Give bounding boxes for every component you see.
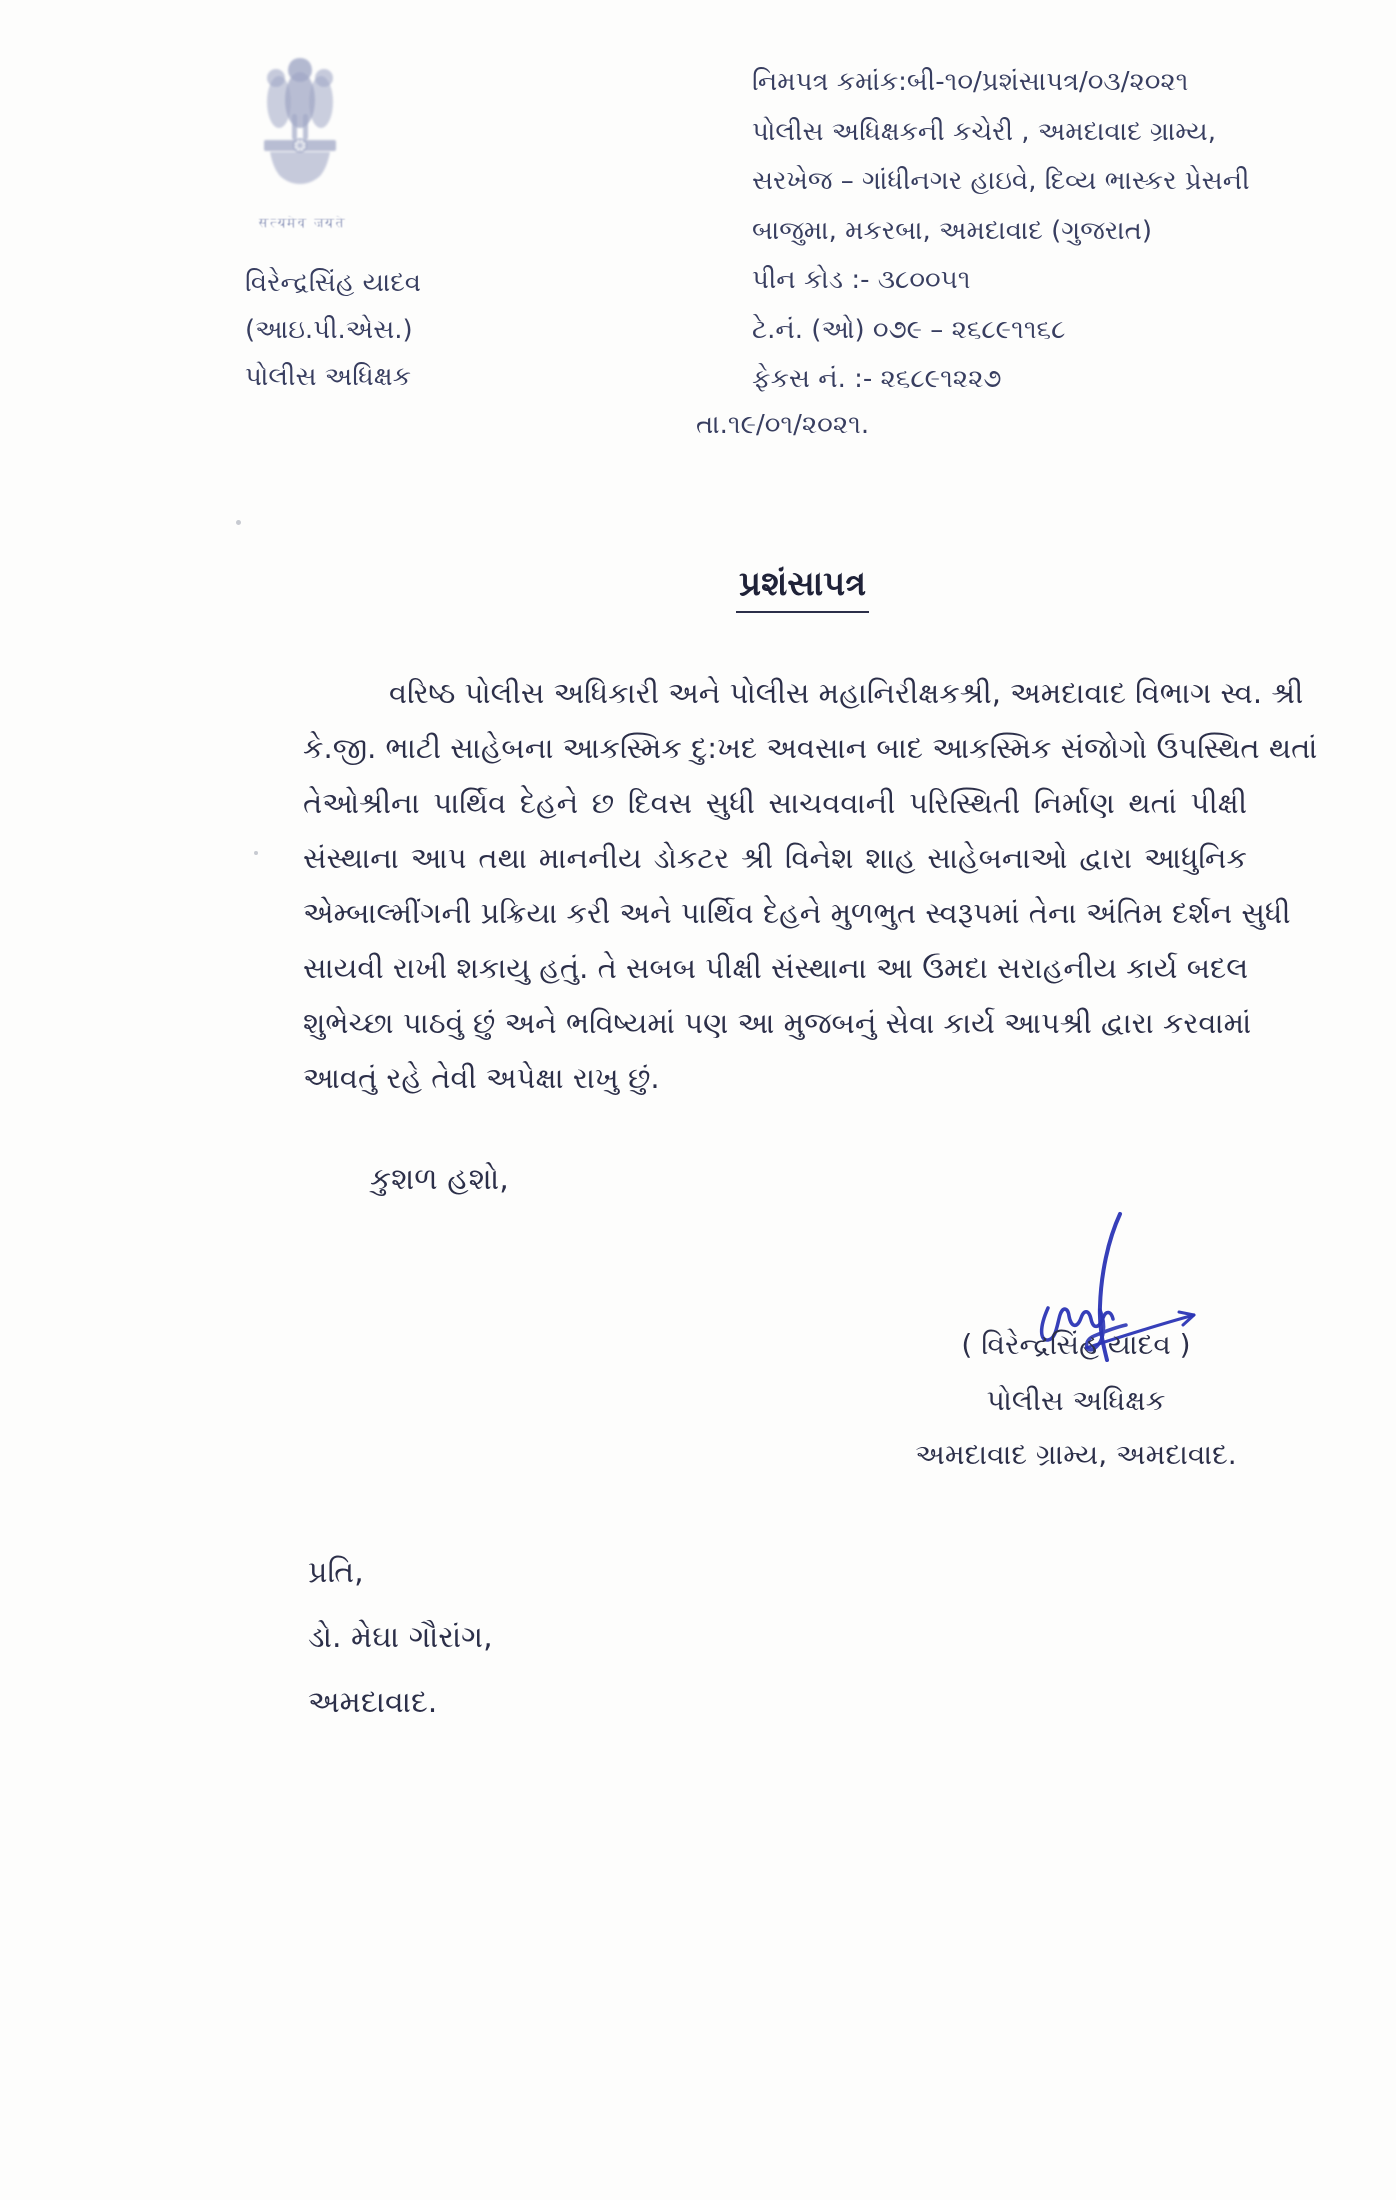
addressee-block (308, 1540, 493, 1735)
letter-date: તા.૧૯/૦૧/૨૦૨૧. (696, 410, 870, 440)
office-phone-line: ટે.નં. (ઓ) ૦૭૯ – ૨૬૮૯૧૧૬૮ (752, 314, 1066, 345)
body-line: તેઓશ્રીના પાર્થિવ દેહને છ દિવસ સુધી સાચવવાની પરિસ્થિતી નિર્માણ થતાં પીક્ષી (303, 786, 1247, 820)
body-line: આવતું રહે તેવી અપેક્ષા રાખુ છું. (303, 1061, 660, 1095)
closing-salutation: કુશળ હશો, (370, 1162, 509, 1197)
office-name-line: પોલીસ અધિક્ષકની કચેરી , અમદાવાદ ગ્રામ્ય, (752, 116, 1216, 147)
letter-title: પ્રશંસાપત્ર (736, 564, 869, 613)
emblem-motto: सत्यमेव जयते (259, 216, 347, 231)
signatory-block (878, 1318, 1274, 1482)
officer-cadre: (આઇ.પી.એસ.) (245, 315, 413, 345)
office-address-line: બાજુમા, મકરબા, અમદાવાદ (ગુજરાત) (752, 215, 1153, 246)
office-pincode-line: પીન કોડ :- ૩૮૦૦૫૧ (752, 265, 971, 295)
body-line: વરિષ્ઠ પોલીસ અધિકારી અને પોલીસ મહાનિરીક્ષકશ્રી, અમદાવાદ વિભાગ સ્વ. શ્રી (389, 676, 1304, 710)
body-line: કે.જી. ભાટી સાહેબના આકસ્મિક દુ:ખદ અવસાન બાદ આકસ્મિક સંજોગો ઉપસ્થિત થતાં (303, 731, 1318, 765)
body-line: સંસ્થાના આપ તથા માનનીય ડોકટર શ્રી વિનેશ શાહ સાહેબનાઓ દ્વારા આધુનિક (303, 841, 1247, 875)
addressee-name: ડો. મેઘા ગૌરાંગ, (308, 1620, 493, 1655)
letter-ref-number: નિમપત્ર કમાંક:બી-૧૦/પ્રશંસાપત્ર/૦૩/૨૦૨૧ (752, 67, 1189, 97)
addressee-salutation: પ્રતિ, (308, 1555, 364, 1590)
office-address-line: સરખેજ – ગાંધીનગર હાઇવે, દિવ્ય ભાસ્કર પ્રેસની (752, 166, 1250, 196)
scan-artifact-dot (254, 851, 258, 855)
officer-designation: પોલીસ અધિક્ષક (245, 362, 411, 392)
body-line: એમ્બાલ્મીંગની પ્રક્રિયા કરી અને પાર્થિવ દેહને મુળભુત સ્વરૂપમાં તેના અંતિમ દર્શન સુધી (303, 896, 1291, 930)
office-address-block (752, 58, 1312, 405)
addressee-city: અમદાવાદ. (308, 1685, 438, 1720)
body-line: શુભેચ્છા પાઠવું છું અને ભવિષ્યમાં પણ આ મુજબનું સેવા કાર્ય આપશ્રી દ્વારા કરવામાં (303, 1006, 1252, 1040)
scan-artifact-dot (236, 520, 241, 525)
officer-identity-block (245, 260, 421, 401)
ashoka-emblem-icon (252, 44, 348, 212)
signatory-designation: પોલીસ અધિક્ષક (986, 1384, 1166, 1417)
body-line: સાયવી રાખી શકાયુ હતું. તે સબબ પીક્ષી સંસ્થાના આ ઉમદા સરાહનીય કાર્ય બદલ (303, 951, 1249, 985)
officer-name: વિરેન્દ્રસિંહ યાદવ (245, 268, 421, 298)
signatory-name: ( વિરેન્દ્રસિંહ યાદવ ) (961, 1328, 1191, 1361)
signatory-office: અમદાવાદ ગ્રામ્ય, અમદાવાદ. (915, 1438, 1237, 1471)
letter-body (303, 666, 1318, 1106)
office-fax-line: ફેકસ નં. :- ૨૬૮૯૧૨૨૭ (752, 364, 1002, 394)
